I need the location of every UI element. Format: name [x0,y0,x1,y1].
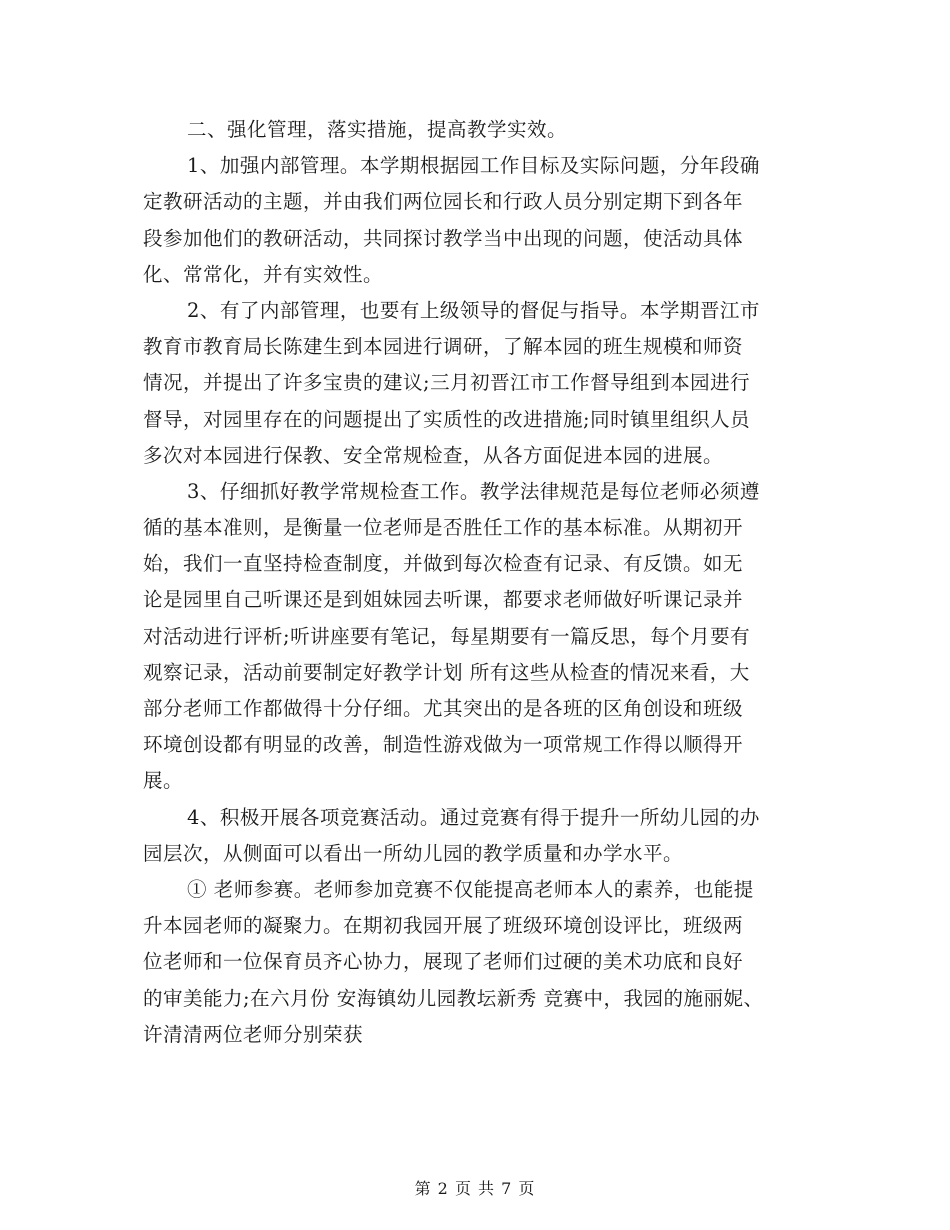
paragraph-line: 观察记录，活动前要制定好教学计划 所有这些从检查的情况来看，大 [143,660,750,684]
paragraph-line: 多次对本园进行保教、安全常规检查，从各方面促进本园的进展。 [143,443,724,467]
paragraph-line: 2、有了内部管理，也要有上级领导的督促与指导。本学期晋江市 [187,298,760,322]
paragraph-line: 段参加他们的教研活动，共同探讨教学当中出现的问题，使活动具体 [143,226,744,250]
paragraph-line: 定教研活动的主题，并由我们两位园长和行政人员分别定期下到各年 [143,190,744,214]
paragraph-line: 教育市教育局长陈建生到本园进行调研，了解本园的班生规模和师资 [143,335,744,359]
paragraph-line: 许清清两位老师分别荣获 [143,1022,364,1046]
paragraph-line: 展。 [143,769,184,793]
section-heading: 二、强化管理，落实措施，提高教学实效。 [187,118,568,141]
paragraph-line: ① 老师参赛。老师参加竞赛不仅能提高老师本人的素养，也能提 [187,877,754,901]
paragraph-line: 情况，并提出了许多宝贵的建议;三月初晋江市工作督导组到本园进行 [143,371,751,395]
paragraph-line: 4、积极开展各项竞赛活动。通过竞赛有得于提升一所幼儿园的办 [187,805,760,829]
paragraph-line: 督导，对园里存在的问题提出了实质性的改进措施;同时镇里组织人员 [143,407,751,431]
paragraph-line: 升本园老师的凝聚力。在期初我园开展了班级环境创设评比，班级两 [143,914,744,938]
paragraph-line: 1、加强内部管理。本学期根据园工作目标及实际问题，分年段确 [187,154,760,178]
paragraph-line: 始，我们一直坚持检查制度，并做到每次检查有记录、有反馈。如无 [143,552,744,576]
paragraph-line: 化、常常化，并有实效性。 [143,262,384,286]
paragraph-line: 论是园里自己听课还是到姐妹园去听课，都要求老师做好听课记录并 [143,588,744,612]
paragraph-line: 对活动进行评析;听讲座要有笔记，每星期要有一篇反思，每个月要有 [143,624,751,648]
paragraph-line: 3、仔细抓好教学常规检查工作。教学法律规范是每位老师必须遵 [187,479,760,503]
paragraph-line: 位老师和一位保育员齐心协力，展现了老师们过硬的美术功底和良好 [143,950,744,974]
paragraph-line: 部分老师工作都做得十分仔细。尤其突出的是各班的区角创设和班级 [143,697,744,720]
paragraph-line: 环境创设都有明显的改善，制造性游戏做为一项常规工作得以顺得开 [143,733,744,757]
page-number-footer: 第 2 页 共 7 页 [414,1179,536,1198]
paragraph-line: 园层次，从侧面可以看出一所幼儿园的教学质量和办学水平。 [143,841,684,865]
paragraph-line: 的审美能力;在六月份 安海镇幼儿园教坛新秀 竞赛中，我园的施丽妮、 [143,986,764,1010]
paragraph-line: 循的基本准则，是衡量一位老师是否胜任工作的基本标准。从期初开 [143,516,744,540]
body-text [143,112,811,1053]
